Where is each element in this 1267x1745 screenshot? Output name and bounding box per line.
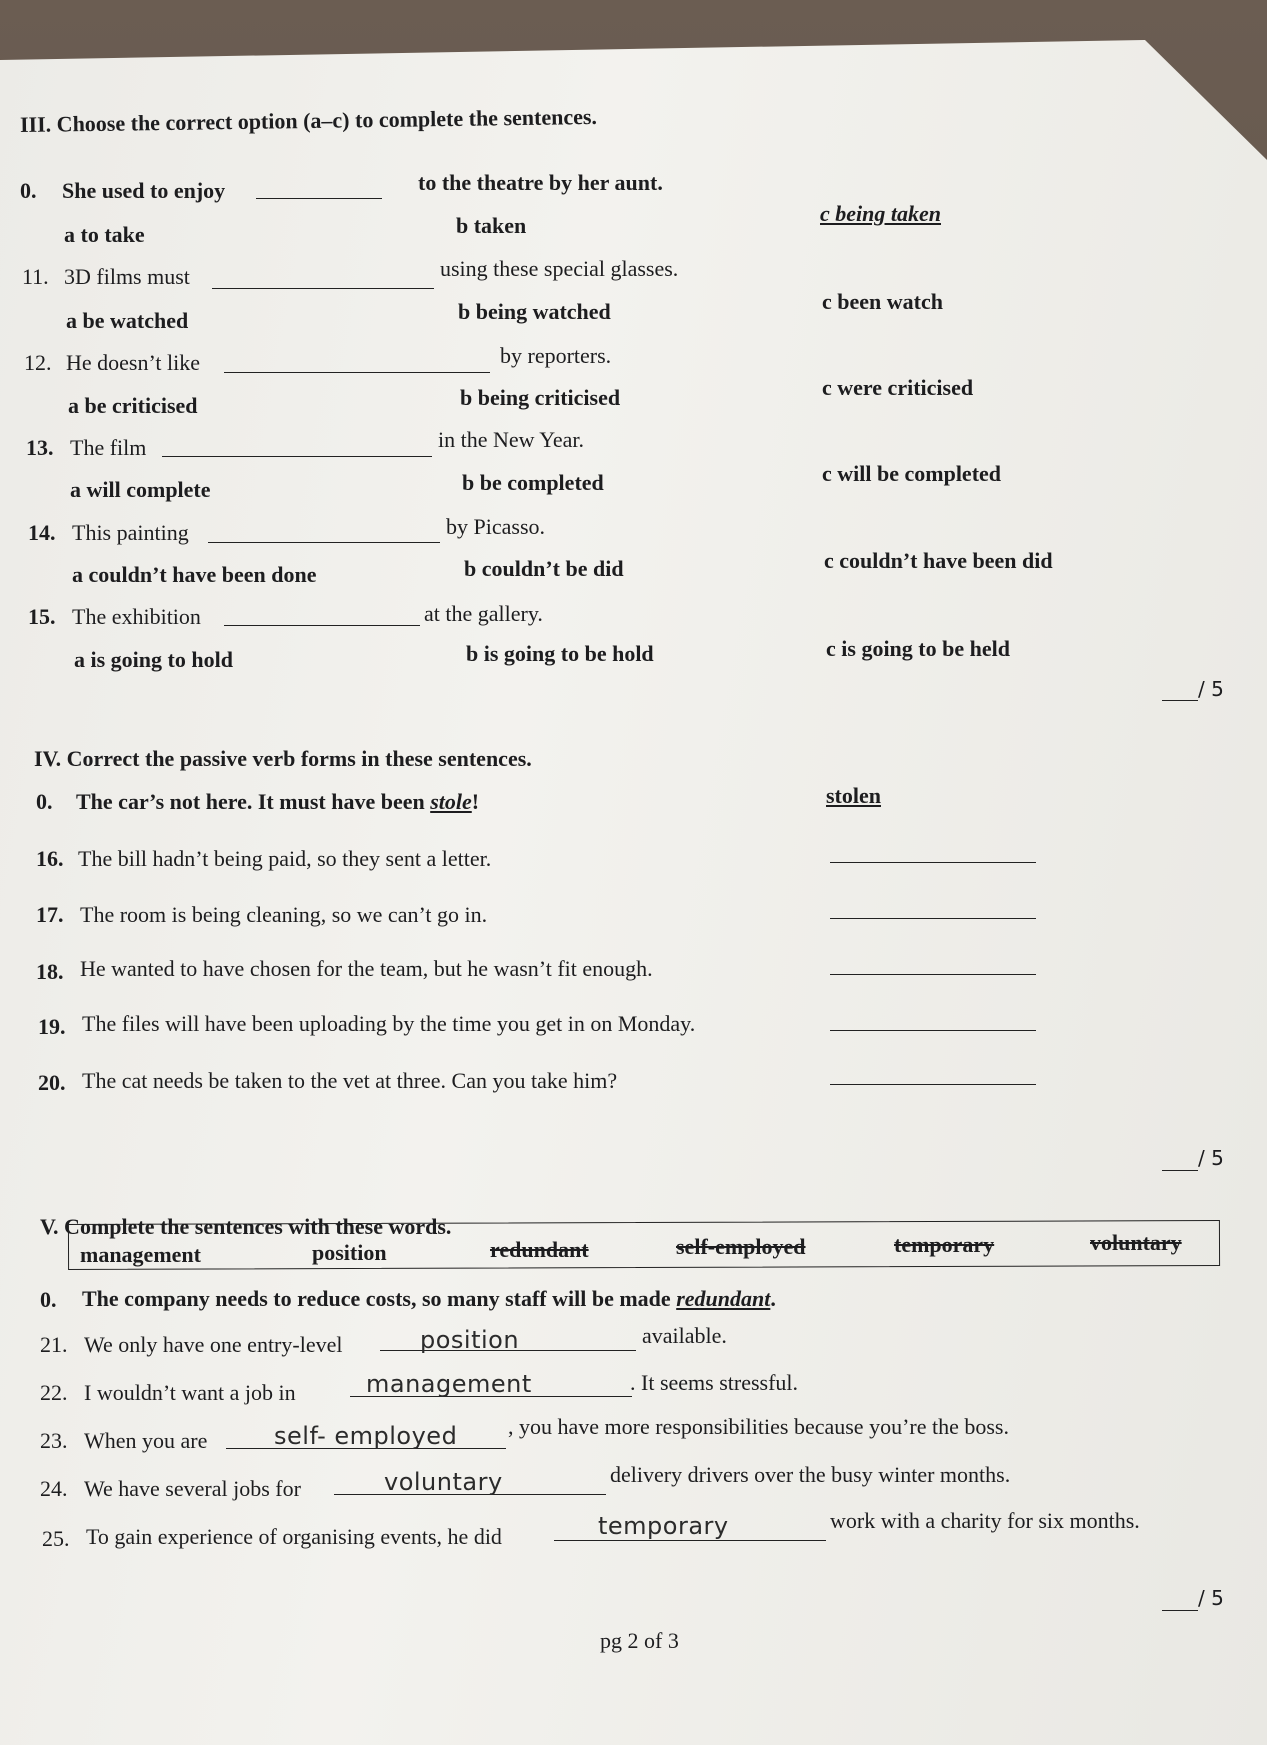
question-text: We have several jobs for (84, 1476, 301, 1501)
question-text: available. (642, 1323, 727, 1348)
question-number: 19. (38, 1014, 66, 1039)
section-score: / 5 (1198, 677, 1224, 701)
option-c[interactable]: c were criticised (822, 375, 974, 400)
question-number: 0. (40, 1287, 57, 1312)
answer-blank[interactable] (830, 1030, 1036, 1031)
question-number: 12. (24, 350, 52, 375)
word-box-item: position (312, 1240, 387, 1265)
example-wrong-word: stole (430, 789, 472, 814)
option-c[interactable]: c couldn’t have been did (824, 548, 1053, 573)
word-box-item-used: temporary (894, 1232, 995, 1257)
question-number: 15. (28, 604, 56, 629)
option-a[interactable]: a be watched (66, 308, 189, 333)
page-number: pg 2 of 3 (600, 1628, 679, 1653)
question-number: 25. (42, 1526, 70, 1551)
score-blank[interactable] (1162, 1610, 1198, 1611)
score-blank[interactable] (1162, 700, 1198, 701)
word-box-item-used: voluntary (1090, 1230, 1182, 1255)
answer-blank[interactable] (830, 918, 1036, 919)
answer-blank[interactable] (208, 542, 440, 543)
handwritten-answer[interactable]: voluntary (384, 1468, 503, 1496)
example-text-start: The car’s not here. It must have been (76, 789, 431, 814)
question-text: work with a charity for six months. (830, 1508, 1140, 1533)
question-text: in the New Year. (438, 427, 585, 452)
example-sentence (76, 789, 479, 815)
question-text: I wouldn’t want a job in (84, 1380, 296, 1405)
option-a[interactable]: a be criticised (68, 393, 198, 418)
question-text: by Picasso. (446, 514, 545, 539)
score-blank[interactable] (1162, 1170, 1198, 1171)
option-c-selected[interactable]: c being taken (820, 201, 941, 226)
question-text: at the gallery. (424, 601, 543, 626)
section-score: / 5 (1198, 1146, 1224, 1170)
handwritten-answer[interactable]: management (366, 1370, 532, 1398)
question-number: 0. (36, 789, 53, 814)
question-text: When you are (84, 1428, 208, 1453)
section5-heading: V. Complete the sentences with these words. (40, 1214, 452, 1239)
question-text: This painting (72, 520, 189, 545)
handwritten-answer[interactable]: position (420, 1326, 520, 1354)
option-c[interactable]: c will be completed (822, 461, 1002, 486)
question-number: 23. (40, 1428, 68, 1453)
option-b[interactable]: b be completed (462, 470, 604, 495)
option-a[interactable]: a will complete (70, 477, 211, 502)
question-number: 0. (20, 178, 37, 203)
question-text: The film (70, 435, 147, 460)
section-score: / 5 (1198, 1586, 1224, 1610)
question-number: 21. (40, 1332, 68, 1357)
option-a[interactable]: a couldn’t have been done (72, 562, 317, 587)
question-text: The files will have been uploading by the time you get in on Monday. (82, 1011, 696, 1036)
option-c[interactable]: c been watch (822, 289, 943, 314)
question-text: by reporters. (500, 343, 612, 368)
question-text: The bill hadn’t being paid, so they sent a letter. (78, 846, 492, 871)
option-b[interactable]: b being criticised (460, 385, 621, 410)
question-number: 20. (38, 1070, 66, 1095)
option-b[interactable]: b being watched (458, 299, 611, 324)
section3-heading: III. Choose the correct option (a–c) to complete the sentences. (19, 103, 598, 138)
question-text: using these special glasses. (440, 256, 679, 281)
example-text-end: ! (471, 789, 480, 814)
option-a[interactable]: a to take (64, 222, 145, 247)
question-text: delivery drivers over the busy winter months. (610, 1462, 1011, 1487)
question-text: , you have more responsibilities because you’re the boss. (508, 1414, 1009, 1439)
answer-blank[interactable] (224, 625, 420, 626)
word-box-item-used: redundant (490, 1237, 589, 1262)
answer-blank[interactable] (830, 1084, 1036, 1085)
question-text: The cat needs be taken to the vet at three. Can you take him? (82, 1068, 618, 1093)
example-text-start: The company needs to reduce costs, so many staff will be made (82, 1286, 677, 1311)
answer-blank[interactable] (224, 372, 490, 373)
answer-blank[interactable] (162, 456, 432, 457)
word-box-item-used: self-employed (676, 1234, 806, 1259)
question-text: The exhibition (72, 604, 201, 629)
example-answer: redundant (676, 1286, 771, 1311)
answer-blank[interactable] (830, 974, 1036, 975)
question-number: 16. (36, 846, 64, 871)
word-box (68, 1220, 1220, 1270)
word-box-item: management (80, 1242, 201, 1267)
question-text: . It seems stressful. (630, 1370, 799, 1395)
answer-blank[interactable] (554, 1540, 826, 1541)
question-text: He doesn’t like (66, 350, 201, 375)
option-b[interactable]: b couldn’t be did (464, 556, 624, 581)
option-c[interactable]: c is going to be held (826, 636, 1010, 661)
question-number: 18. (36, 959, 64, 984)
option-b[interactable]: b is going to be hold (466, 641, 654, 666)
section4-heading: IV. Correct the passive verb forms in these sentences. (34, 746, 532, 771)
answer-blank[interactable] (256, 198, 382, 199)
example-sentence (82, 1286, 776, 1312)
question-number: 14. (28, 520, 56, 545)
question-number: 13. (26, 435, 54, 460)
question-text: He wanted to have chosen for the team, but he wasn’t fit enough. (80, 956, 653, 981)
example-answer: stolen (826, 783, 881, 808)
question-number: 24. (40, 1476, 68, 1501)
example-text-end: . (770, 1286, 776, 1311)
question-text: To gain experience of organising events, he did (86, 1524, 502, 1549)
question-text: We only have one entry-level (84, 1332, 343, 1357)
handwritten-answer[interactable]: self- employed (274, 1422, 458, 1450)
question-number: 22. (40, 1380, 68, 1405)
question-text: to the theatre by her aunt. (418, 170, 663, 195)
answer-blank[interactable] (830, 862, 1036, 863)
question-text: 3D films must (64, 264, 190, 289)
question-number: 17. (36, 902, 64, 927)
handwritten-answer[interactable]: temporary (598, 1512, 729, 1540)
question-text: She used to enjoy (62, 178, 226, 203)
option-a[interactable]: a is going to hold (74, 647, 233, 672)
question-text: The room is being cleaning, so we can’t go in. (80, 902, 488, 927)
answer-blank[interactable] (212, 288, 434, 289)
option-b[interactable]: b taken (456, 213, 527, 238)
question-number: 11. (22, 264, 49, 289)
